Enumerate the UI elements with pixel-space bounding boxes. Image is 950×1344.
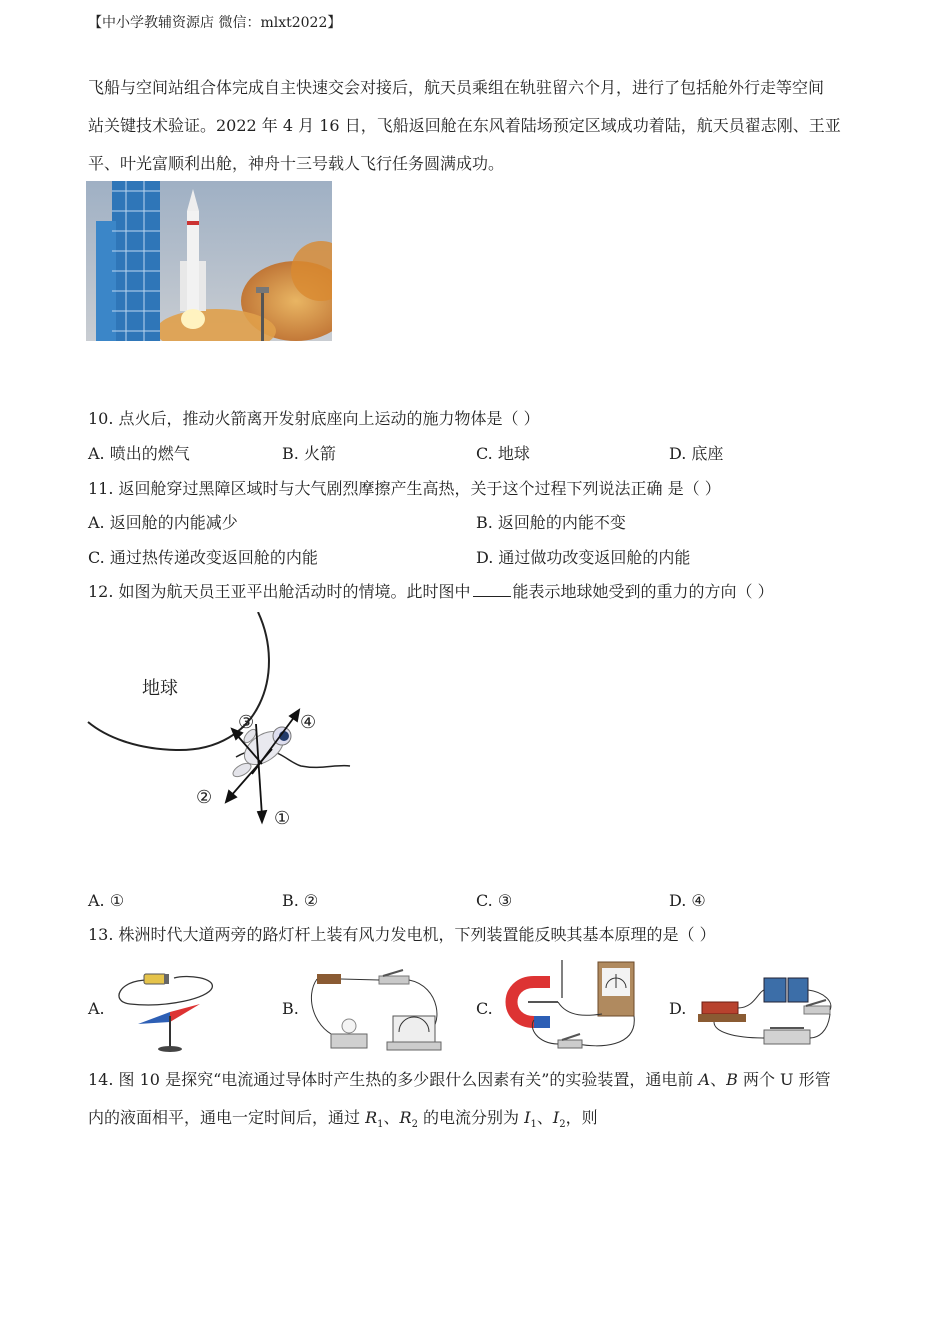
circuit-with-motor-image [305,966,445,1056]
var-r1-sub: 1 [377,1119,384,1131]
q12-option-a: A. ① [88,891,125,910]
q13-option-c-label: C. [476,999,493,1018]
q13-option-d-label: D. [669,999,687,1018]
q10-stem: 10. 点火后，推动火箭离开发射底座向上运动的施力物体是（ ） [88,409,540,428]
q14-separator-2: 、 [383,1108,400,1127]
q13-option-b-label: B. [282,999,299,1018]
marker-3: ③ [238,712,255,733]
q12-option-b: B. ② [282,891,319,910]
q11-option-c: C. 通过热传递改变返回舱的内能 [88,548,318,567]
var-b: B [726,1070,738,1089]
q10-option-d: D. 底座 [669,444,724,463]
q11-option-a: A. 返回舱的内能减少 [88,513,238,532]
intro-line-3: 平、叶光富顺利出舱，神舟十三号载人飞行任务圆满成功。 [88,154,505,173]
answer-blank [473,582,511,597]
q12-stem [88,581,774,603]
q12-option-c: C. ③ [476,891,513,910]
q13-option-a-label: A. [88,999,105,1018]
q10-option-a: A. 喷出的燃气 [88,444,190,463]
var-i2-sub: 2 [559,1119,566,1131]
q12-stem-after: 能表示地球她受到的重力的方向（ ） [512,582,774,601]
earth-label: 地球 [142,678,178,699]
q10-option-b: B. 火箭 [282,444,336,463]
oersted-experiment-image [108,968,218,1054]
q13-stem: 13. 株洲时代大道两旁的路灯杆上装有风力发电机，下列装置能反映其基本原理的是（ ） [88,925,716,944]
intro-line-1: 飞船与空间站组合体完成自主快速交会对接后，航天员乘组在轨驻留六个月，进行了包括舱外行走等空间 [88,78,825,97]
q14-separator-3: 、 [536,1108,553,1127]
q11-option-b: B. 返回舱的内能不变 [476,513,626,532]
page-header: 【中小学教辅资源店 微信：mlxt2022】 [88,15,342,31]
q11-stem: 11. 返回舱穿过黑障区域时与大气剧烈摩擦产生高热，关于这个过程下列说法正确 是（ ） [88,479,721,498]
electromagnetic-induction-image [498,958,638,1056]
q14-line1-tail: 两个 U 形管 [737,1070,831,1089]
q14-line-2 [88,1107,598,1136]
var-r2-sub: 2 [411,1119,418,1131]
electromagnet-circuit-image [694,972,834,1056]
gravity-direction-figure [86,612,356,832]
q14-line1-text: 14. 图 10 是探究“电流通过导体时产生热的多少跟什么因素有关”的实验装置，通电前 [88,1070,699,1089]
q10-option-c: C. 地球 [476,444,530,463]
var-i1: I [524,1108,531,1127]
q14-line2-tail: ，则 [565,1108,598,1127]
q14-separator: 、 [710,1070,727,1089]
q11-option-d: D. 通过做功改变返回舱的内能 [476,548,691,567]
marker-2: ② [196,787,213,808]
q14-line2-mid: 的电流分别为 [417,1108,525,1127]
q14-line-1 [88,1069,831,1091]
var-r1: R [365,1108,378,1127]
rocket-launch-photo [86,181,332,341]
intro-line-2: 站关键技术验证。2022 年 4 月 16 日，飞船返回舱在东风着陆场预定区域成功着陆，航天员翟志刚、王亚 [88,116,841,135]
q14-line2-text: 内的液面相平，通电一定时间后，通过 [88,1108,366,1127]
marker-1: ① [274,808,291,829]
var-i1-sub: 1 [530,1119,537,1131]
var-r2: R [399,1108,412,1127]
q12-stem-before: 12. 如图为航天员王亚平出舱活动时的情境。此时图中 [88,582,471,601]
var-a: A [698,1070,711,1089]
var-i2: I [552,1108,560,1127]
marker-4: ④ [300,712,317,733]
q12-option-d: D. ④ [669,891,706,910]
